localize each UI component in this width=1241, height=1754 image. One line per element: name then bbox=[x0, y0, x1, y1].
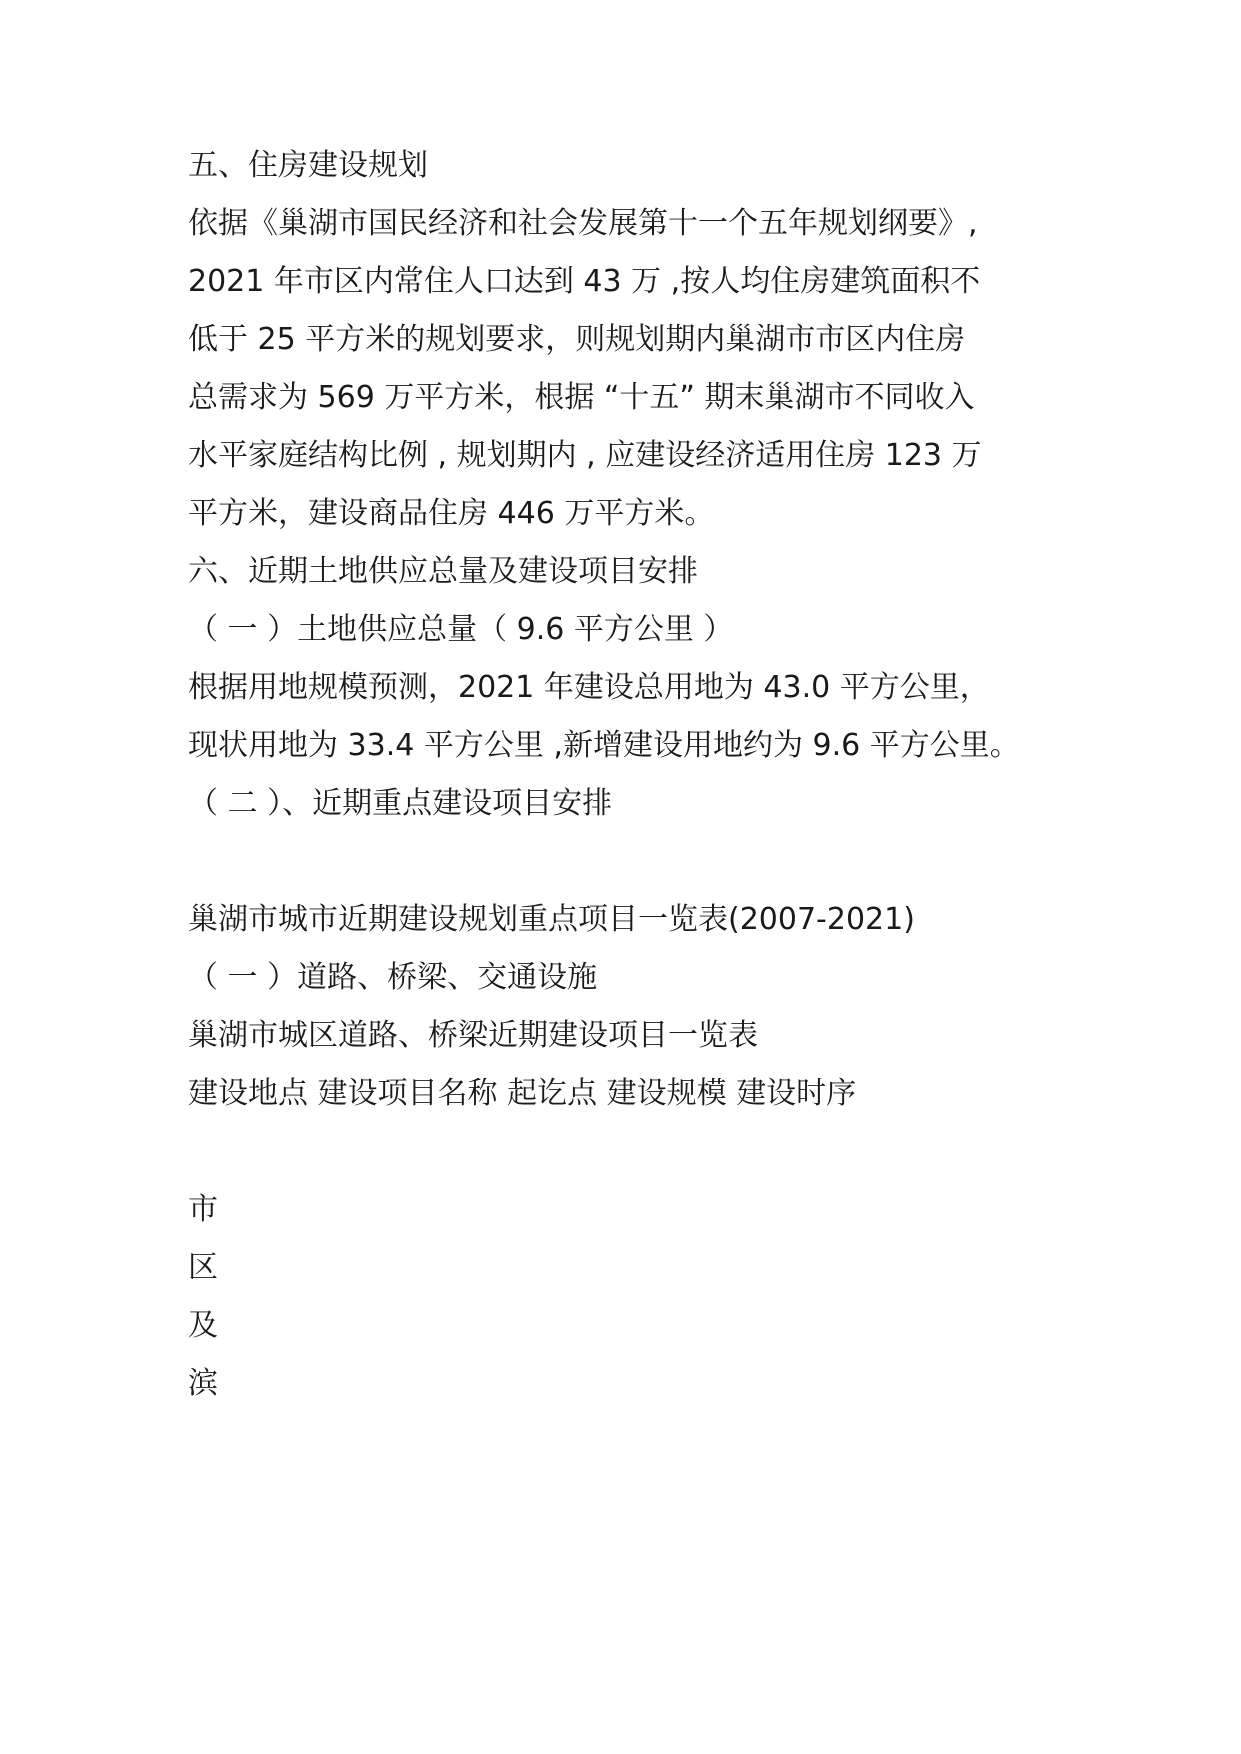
section5-line-1: 依据《巢湖市国民经济和社会发展第十一个五年规划纲要》, bbox=[188, 206, 978, 241]
table-category: （ 一 ）道路、桥梁、交通设施 bbox=[188, 960, 598, 995]
section5-line-6: 平方米，建设商品住房 446 万平方米。 bbox=[188, 496, 715, 531]
column-header: 建设规模 bbox=[606, 1076, 737, 1111]
table-subtitle: 巢湖市城区道路、桥梁近期建设项目一览表 bbox=[188, 1018, 758, 1053]
table-header-row bbox=[188, 1074, 856, 1114]
section5-line-2: 2021 年市区内常住人口达到 43 万 ,按人均住房建筑面积不 bbox=[188, 264, 981, 299]
column-header: 建设时序 bbox=[736, 1076, 857, 1111]
section6-heading: 六、近期土地供应总量及建设项目安排 bbox=[188, 554, 698, 589]
section5-line-3: 低于 25 平方米的规划要求，则规划期内巢湖市市区内住房 bbox=[188, 322, 966, 357]
column-header: 建设项目名称 bbox=[317, 1076, 508, 1111]
column-header: 建设地点 bbox=[188, 1076, 318, 1111]
section6-sub1-line-1: 根据用地规模预测，2021 年建设总用地为 43.0 平方公里， bbox=[188, 670, 990, 705]
vertical-char: 滨 bbox=[188, 1366, 218, 1401]
section6-sub1-line-2: 现状用地为 33.4 平方公里 ,新增建设用地约为 9.6 平方公里。 bbox=[188, 728, 1020, 763]
section5-heading: 五、住房建设规划 bbox=[188, 148, 428, 183]
column-header: 起讫点 bbox=[507, 1076, 607, 1111]
section5-line-5: 水平家庭结构比例 , 规划期内 , 应建设经济适用住房 123 万 bbox=[188, 438, 982, 473]
table-title: 巢湖市城市近期建设规划重点项目一览表(2007-2021) bbox=[188, 902, 915, 937]
vertical-char: 市 bbox=[188, 1192, 218, 1227]
section5-line-4: 总需求为 569 万平方米，根据 “十五” 期末巢湖市不同收入 bbox=[188, 380, 975, 415]
vertical-char: 及 bbox=[188, 1308, 218, 1343]
vertical-char: 区 bbox=[188, 1250, 218, 1285]
section6-sub2-heading: （ 二 ）、近期重点建设项目安排 bbox=[188, 786, 613, 821]
section6-sub1-heading: （ 一 ）土地供应总量（ 9.6 平方公里 ） bbox=[188, 612, 734, 647]
